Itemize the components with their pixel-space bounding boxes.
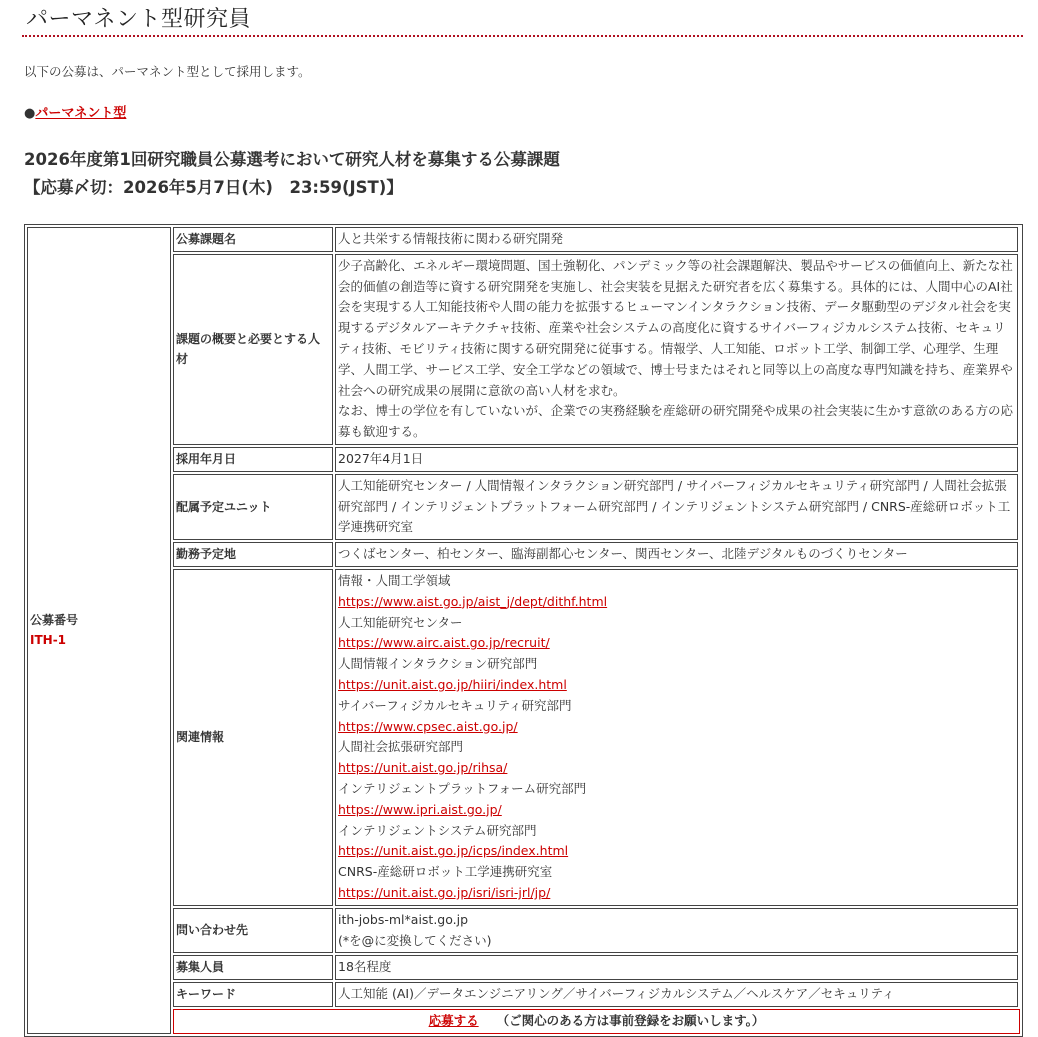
overview-value	[335, 254, 1018, 445]
table-row	[27, 474, 1020, 540]
deadline-text: 【応募〆切：2026年5月7日(木) 23:59(JST)】	[24, 178, 403, 197]
related-link-6[interactable]: https://unit.aist.go.jp/icps/index.html	[338, 843, 569, 859]
overview-paragraph-1: 少子高齢化、エネルギー環境問題、国土強靭化、パンデミック等の社会課題解決、製品やサービスの価値向上、新たな社会的価値の創造等に資する研究開発を実施し、社会実装を見据えた研究者を広く募集する。具体的には、人間中心のAI社会を実現する人工知能技術や人間の能力を拡張するヒューマンインタラクション技術、データ駆動型のデジタル社会を実現するデジタルアーキテクチャ技術、産業や社会システムの高度化に資するサイバーフィジカルシステム技術、セキュリティ技術、モビリティ技術に関する研究開発に従事する。情報学、人工知能、ロボット工学、制御工学、心理学、生理学、人間工学、サービス工学、安全工学などの領域で、博士号またはそれと同等以上の高度な専門知識を持ち、産業界や社会への研究成果の展開に意欲の高い人材を求む。	[338, 257, 1013, 398]
location-label: 勤務予定地	[173, 542, 333, 567]
posting-id-value: ITH-1	[30, 633, 67, 648]
posting-heading	[24, 146, 560, 202]
table-row	[27, 254, 1020, 445]
posting-id-label: 公募番号	[30, 612, 79, 627]
related-link-5[interactable]: https://www.ipri.aist.go.jp/	[338, 801, 502, 817]
topic-value: 人と共栄する情報技術に関わる研究開発	[335, 227, 1018, 252]
apply-row	[27, 1009, 1020, 1034]
intro-text: 以下の公募は、パーマネント型として採用します。	[24, 64, 311, 79]
related-name-4: 人間社会拡張研究部門	[338, 739, 464, 755]
related-name-2: 人間情報インタラクション研究部門	[338, 656, 538, 672]
contact-label: 問い合わせ先	[173, 908, 333, 954]
category-link-line	[24, 102, 126, 121]
related-value	[335, 569, 1018, 906]
headcount-label: 募集人員	[173, 955, 333, 980]
table-row	[27, 447, 1020, 472]
related-link-1[interactable]: https://www.airc.aist.go.jp/recruit/	[338, 635, 550, 651]
table-row	[27, 955, 1020, 980]
apply-cell	[173, 1009, 1020, 1034]
apply-link[interactable]: 応募する	[428, 1012, 479, 1028]
title-divider	[22, 35, 1023, 37]
apply-note: （ご関心のある方は事前登録をお願いします。）	[496, 1012, 765, 1028]
related-name-7: CNRS-産総研ロボット工学連携研究室	[338, 864, 553, 880]
related-name-1: 人工知能研究センター	[338, 614, 463, 630]
headcount-value: 18名程度	[335, 955, 1018, 980]
table-row	[27, 542, 1020, 567]
contact-note: (*を@に変換してください)	[338, 932, 492, 948]
location-value: つくばセンター、柏センター、臨海副都心センター、関西センター、北陸デジタルものづくりセンター	[335, 542, 1018, 567]
posting-id-cell	[27, 227, 171, 1034]
bullet-icon: ●	[24, 106, 36, 121]
table-row	[27, 908, 1020, 954]
page-title: パーマネント型研究員	[26, 7, 252, 32]
heading-title: 2026年度第1回研究職員公募選考において研究人材を募集する公募課題	[24, 150, 560, 169]
keyword-label: キーワード	[173, 982, 333, 1007]
contact-value	[335, 908, 1018, 954]
unit-value: 人工知能研究センター / 人間情報インタラクション研究部門 / サイバーフィジカルセキュリティ研究部門 / 人間社会拡張研究部門 / インテリジェントプラットフォーム研究部門 / インテリジェントシステム研究部門 / CNRS-産総研ロボット工学連携研究室	[335, 474, 1018, 540]
related-name-5: インテリジェントプラットフォーム研究部門	[338, 780, 587, 796]
overview-label: 課題の概要と必要とする人材	[173, 254, 333, 445]
permanent-type-link[interactable]: パーマネント型	[35, 106, 127, 121]
table-row	[27, 569, 1020, 906]
related-link-0[interactable]: https://www.aist.go.jp/aist_j/dept/dithf.html	[338, 593, 608, 609]
hire-date-value: 2027年4月1日	[335, 447, 1018, 472]
related-link-2[interactable]: https://unit.aist.go.jp/hiiri/index.html	[338, 676, 567, 692]
hire-date-label: 採用年月日	[173, 447, 333, 472]
related-link-7[interactable]: https://unit.aist.go.jp/isri/isri-jrl/jp/	[338, 884, 551, 900]
posting-table	[24, 224, 1023, 1037]
related-name-0: 情報・人間工学領域	[338, 572, 451, 588]
related-link-4[interactable]: https://unit.aist.go.jp/rihsa/	[338, 760, 508, 776]
keyword-value: 人工知能 (AI)／データエンジニアリング／サイバーフィジカルシステム／ヘルスケア／セキュリティ	[335, 982, 1018, 1007]
unit-label: 配属予定ユニット	[173, 474, 333, 540]
related-link-3[interactable]: https://www.cpsec.aist.go.jp/	[338, 718, 518, 734]
related-label: 関連情報	[173, 569, 333, 906]
table-row	[27, 982, 1020, 1007]
overview-paragraph-2: なお、博士の学位を有していないが、企業での実務経験を産総研の研究開発や成果の社会実装に生かす意欲のある方の応募も歓迎する。	[338, 403, 1014, 440]
related-name-6: インテリジェントシステム研究部門	[338, 822, 537, 838]
related-name-3: サイバーフィジカルセキュリティ研究部門	[338, 697, 572, 713]
table-row	[27, 227, 1020, 252]
contact-email: ith-jobs-ml*aist.go.jp	[338, 911, 469, 927]
topic-label: 公募課題名	[173, 227, 333, 252]
